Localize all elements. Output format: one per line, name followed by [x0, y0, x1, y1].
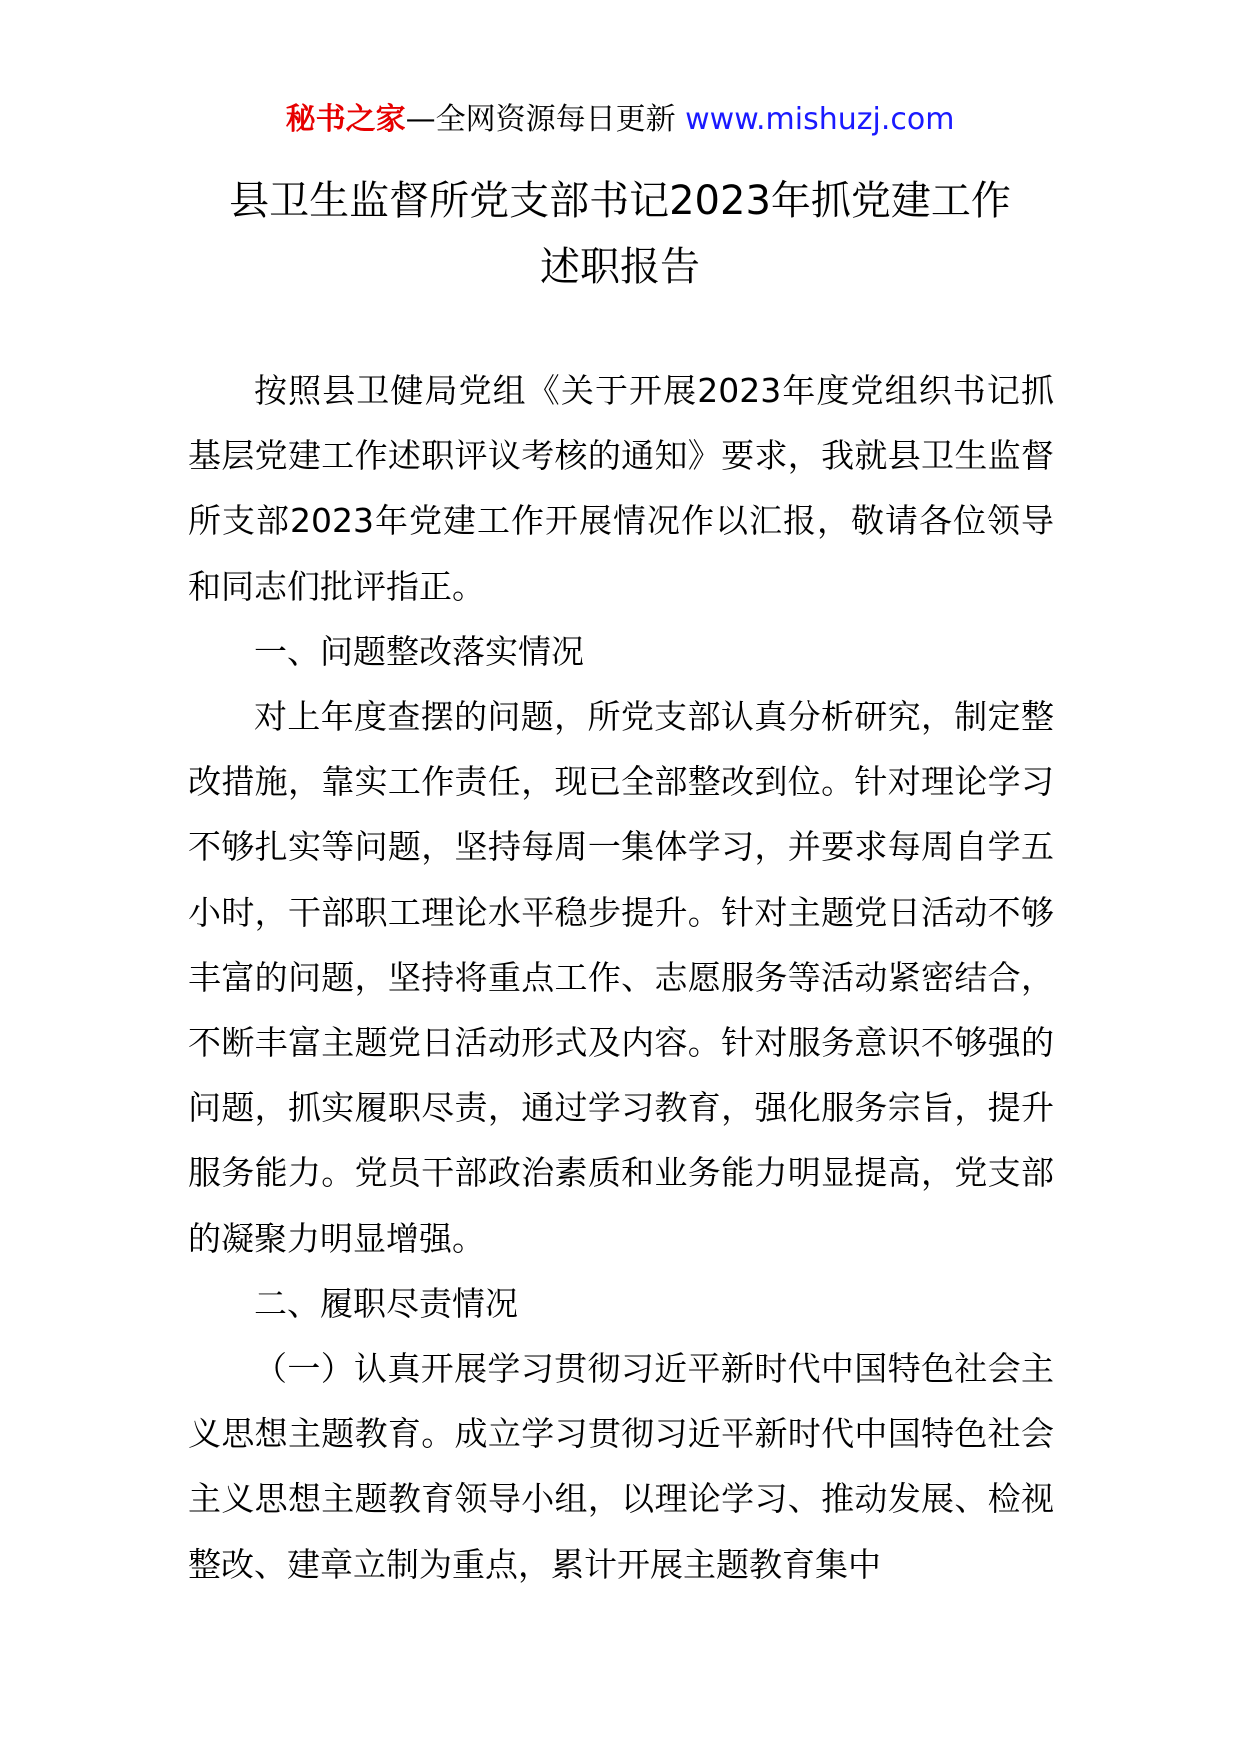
- section-2-paragraph: （一）认真开展学习贯彻习近平新时代中国特色社会主义思想主题教育。成立学习贯彻习近平新时代中国特色社会主义思想主题教育领导小组，以理论学习、推动发展、检视整改、建章立制为重点，累计开展主题教育集中: [188, 1349, 1054, 1584]
- section-heading-2: 二、履职尽责情况: [254, 1283, 518, 1323]
- document-body: [188, 358, 1054, 1597]
- document-title: [0, 168, 1240, 300]
- section-heading-1: 一、问题整改落实情况: [254, 631, 584, 671]
- brand-name: 秘书之家: [285, 102, 406, 137]
- source-header: [0, 100, 1240, 140]
- website-link[interactable]: www.mishuzj.com: [685, 102, 955, 137]
- title-line-2: 述职报告: [540, 244, 700, 290]
- title-line-1: 县卫生监督所党支部书记2023年抓党建工作: [229, 178, 1011, 224]
- header-tagline: —全网资源每日更新: [405, 102, 676, 137]
- intro-paragraph: 按照县卫健局党组《关于开展2023年度党组织书记抓基层党建工作述职评议考核的通知》要求，我就县卫生监督所支部2023年党建工作开展情况作以汇报，敬请各位领导和同志们批评指正。: [188, 371, 1054, 606]
- section-1-paragraph: 对上年度查摆的问题，所党支部认真分析研究，制定整改措施，靠实工作责任，现已全部整改到位。针对理论学习不够扎实等问题，坚持每周一集体学习，并要求每周自学五小时，干部职工理论水平稳步提升。针对主题党日活动不够丰富的问题，坚持将重点工作、志愿服务等活动紧密结合，不断丰富主题党日活动形式及内容。针对服务意识不够强的问题，抓实履职尽责，通过学习教育，强化服务宗旨，提升服务能力。党员干部政治素质和业务能力明显提高，党支部的凝聚力明显增强。: [188, 697, 1054, 1258]
